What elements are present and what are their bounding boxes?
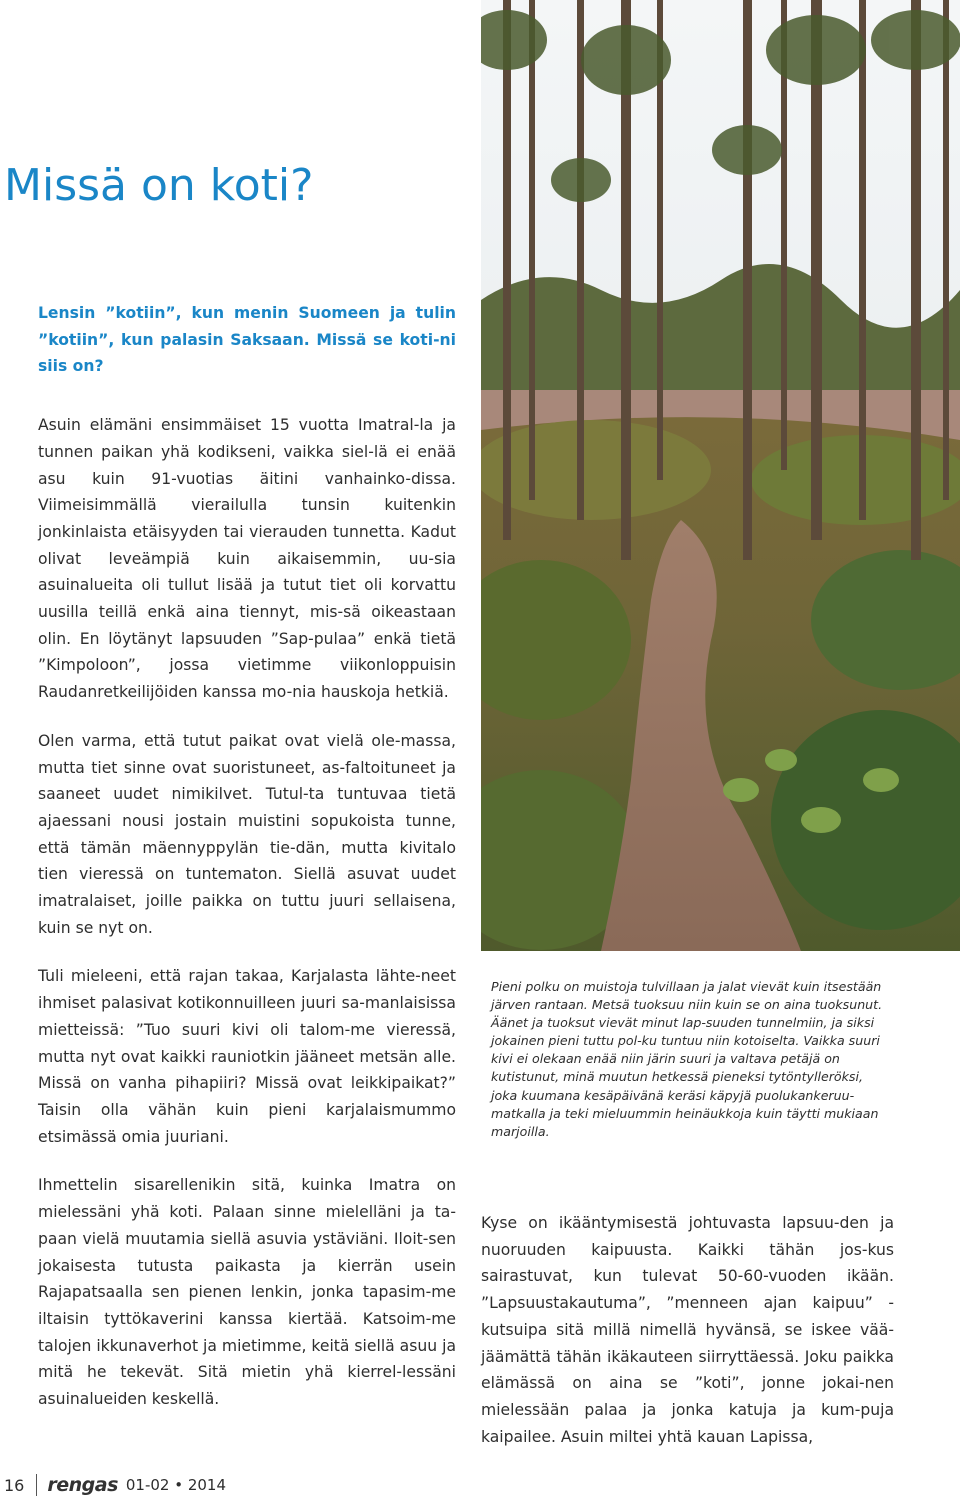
page-footer bbox=[4, 1472, 226, 1498]
magazine-logo: rengas bbox=[47, 1474, 118, 1496]
body-paragraph-1: Asuin elämäni ensimmäiset 15 vuotta Imatral-la ja tunnen paikan yhä kodikseni, vaikka siel-lä ei enää asu kuin 91-vuotias äitini vanhainko-dissa. Viimeisimmällä vierailulla tunsin kuitenkin jonkinlaista etäisyyden tai vierauden tunnetta. Kadut olivat leveämpiä kuin aikaisemmin, uu-sia asuinalueita oli tullut lisää ja tutut tiet oli korvattu uusilla teillä enkä aina tiennyt, mis-sä oikeastaan olin. En löytänyt lapsuuden ”Sap-pulaa” enkä tietä ”Kimpoloon”, jossa vietimme viikonloppuisin Raudanretkeilijöiden kanssa mo-nia hauskoja hetkiä. bbox=[38, 416, 456, 702]
body-paragraph-3: Tuli mieleeni, että rajan takaa, Karjalasta lähte-neet ihmiset palasivat kotikonnuilleen juuri sa-manlaisissa mietteissä: ”Tuo suuri kivi oli talom-me vieressä, mutta nyt ovat kaikki rauniotkin jääneet metsän alle. Missä on vanha pihapiiri? Missä ovat leikkipaikat?” Taisin olla vähän kuin pieni karjalaismummo etsimässä omia juuriani. bbox=[38, 967, 456, 1146]
forest-path-photo bbox=[481, 0, 960, 951]
right-column bbox=[481, 1210, 894, 1450]
footer-divider bbox=[36, 1474, 37, 1496]
article-title: Missä on koti? bbox=[4, 160, 314, 211]
lead-paragraph: Lensin ”kotiin”, kun menin Suomeen ja tulin ”kotiin”, kun palasin Saksaan. Missä se koti-ni siis on? bbox=[38, 304, 456, 376]
photo-caption: Pieni polku on muistoja tulvillaan ja jalat vievät kuin itsestään järven rantaan. Metsä tuoksuu niin kuin se on aina tuoksunut. Äänet ja tuoksut vievät minut lap-suuden tunnelmiin, ja siksi jokainen pieni tuttu pol-ku tuntuu niin kotoiselta. Vaikka suuri kivi ei olekaan enää niin järin suuri ja valtava petäjä on kutistunut, minä muutun hetkessä pieneksi tytöntylleröksi, joka kuumana kesäpäivänä keräsi käpyjä puolukankeruu-matkalla ja teki mieluummin heinäukkoja kuin täytti mukiaan marjoilla. bbox=[491, 979, 883, 1139]
left-column bbox=[38, 300, 456, 1435]
issue-label: 01-02 • 2014 bbox=[125, 1476, 227, 1494]
right-body-paragraph: Kyse on ikääntymisestä johtuvasta lapsuu-den ja nuoruuden kaipuusta. Kaikki tähän jos-kus sairastuvat, kun tulevat 50-60-vuoden ikään. ”Lapsuustakautuma”, ”menneen ajan kaipuu” -kutsuipa sitä millä nimellä hyvänsä, se iskee vää-jäämättä tähän ikäkauteen siirryttäessä. Joku paikka elämässä on aina se ”koti”, jonne jokai-nen mielessään palaa ja jonka katuja ja kum-puja kaipailee. Asuin miltei yhtä kauan Lapissa, bbox=[481, 1214, 894, 1446]
body-paragraph-2: Olen varma, että tutut paikat ovat vielä ole-massa, mutta tiet sinne ovat suoristuneet, as-faltoituneet ja saaneet uudet nimikilvet. Tutul-ta tuntuvaa tietä ajaessani nousi jostain muistini sopukoista tunne, että tämän mäennyppylän tie-dän, mutta kivitalo tien vieressä on tuntematon. Siellä asuvat uudet imatralaiset, joille paikka on tuttu juuri sellaisena, kuin se nyt on. bbox=[38, 731, 456, 937]
body-paragraph-4: Ihmettelin sisarellenikin sitä, kuinka Imatra on mielessäni yhä koti. Palaan sinne mielelläni ja ta-paan vielä muutamia siellä asuvia ystäviäni. Iloit-sen jokaisesta tutusta paikasta ja kierrän usein Rajapatsaalla sen pienen lenkin, jonka tapasim-me iltaisin tyttökaverini kanssa kiertää. Katsoim-me talojen ikkunaverhot ja mietimme, keitä siellä asuu ja mitä he tekevät. Sitä mietin yhä kierrel-lessäni asuinalueiden keskellä. bbox=[38, 1176, 456, 1409]
page-number: 16 bbox=[4, 1475, 25, 1495]
